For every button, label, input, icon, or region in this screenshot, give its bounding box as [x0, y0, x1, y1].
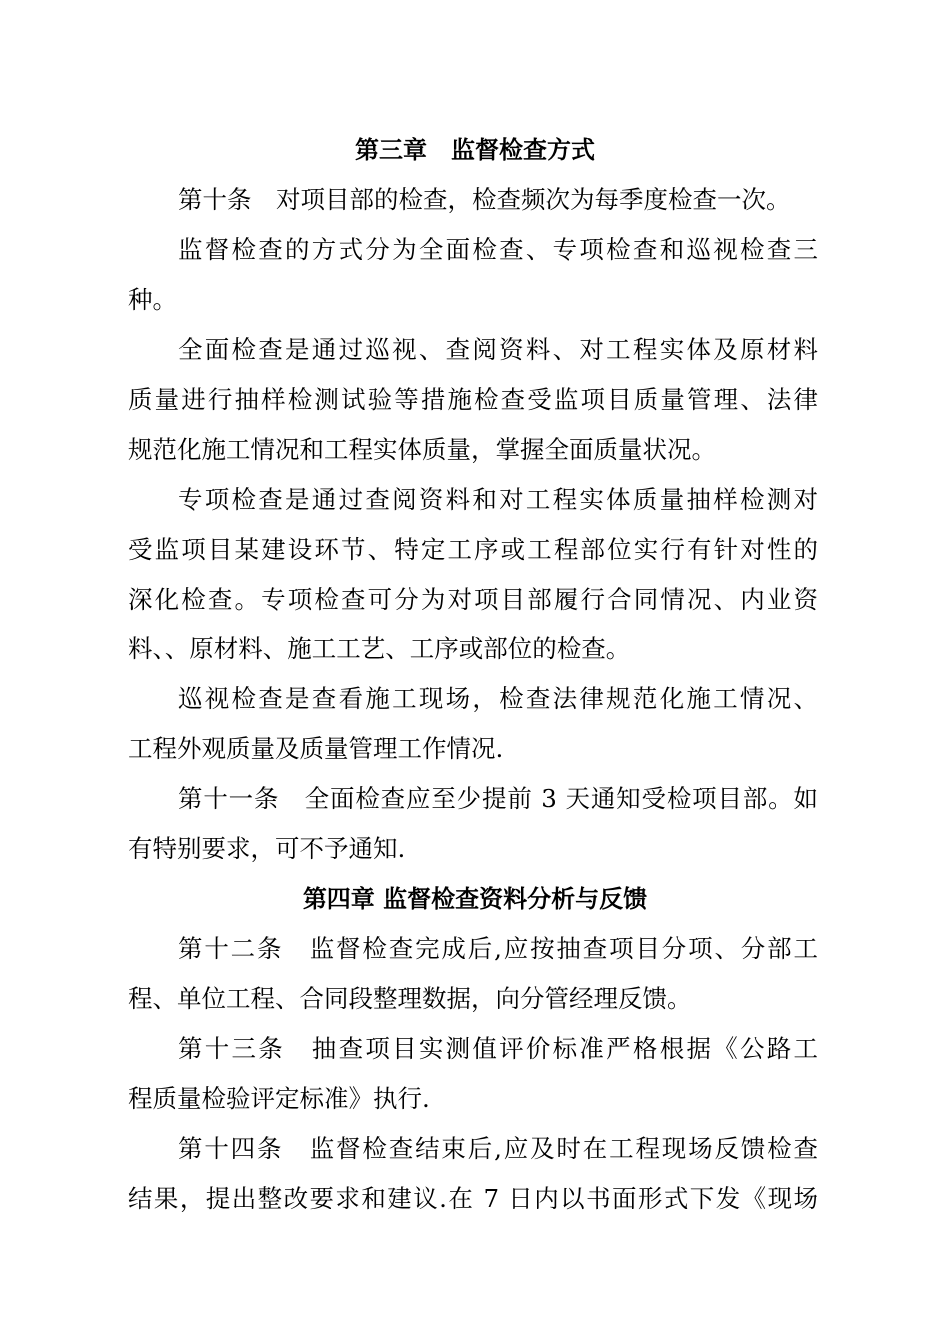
special-inspection-line-3: 深化检查。专项检查可分为对项目部履行合同情况、内业资 [128, 585, 818, 614]
patrol-inspection-line-2: 工程外观质量及质量管理工作情况. [128, 734, 504, 763]
methods-paragraph-line-1: 监督检查的方式分为全面检查、专项检查和巡视检查三 [178, 235, 818, 264]
patrol-inspection-line-1: 巡视检查是查看施工现场，检查法律规范化施工情况、 [178, 684, 818, 713]
chapter-4-heading: 第四章 监督检查资料分析与反馈 [302, 885, 648, 913]
article-11-line-1: 第十一条 全面检查应至少提前 3 天通知受检项目部。如 [178, 784, 818, 813]
special-inspection-line-2: 受监项目某建设环节、特定工序或工程部位实行有针对性的 [128, 535, 818, 564]
full-inspection-line-3: 规范化施工情况和工程实体质量，掌握全面质量状况。 [128, 435, 716, 464]
special-inspection-line-4: 料、、原材料、施工工艺、工序或部位的检查。 [128, 634, 631, 663]
article-13-line-2: 程质量检验评定标准》执行. [128, 1084, 430, 1113]
article-14-line-2: 结果，提出整改要求和建议.在 7 日内以书面形式下发《现场 [128, 1184, 818, 1213]
special-inspection-line-1: 专项检查是通过查阅资料和对工程实体质量抽样检测对 [178, 485, 818, 514]
full-inspection-line-1: 全面检查是通过巡视、查阅资料、对工程实体及原材料 [178, 335, 818, 364]
article-14-line-1: 第十四条 监督检查结束后,应及时在工程现场反馈检查 [178, 1134, 818, 1163]
methods-paragraph-line-2: 种。 [128, 285, 177, 314]
article-11-line-2: 有特别要求，可不予通知. [128, 834, 406, 863]
full-inspection-line-2: 质量进行抽样检测试验等措施检查受监项目质量管理、法律 [128, 385, 818, 414]
chapter-3-heading: 第三章 监督检查方式 [355, 136, 595, 164]
article-12-line-1: 第十二条 监督检查完成后,应按抽查项目分项、分部工 [178, 934, 818, 963]
article-13-line-1: 第十三条 抽查项目实测值评价标准严格根据《公路工 [178, 1034, 818, 1063]
article-10-line-1: 第十条 对项目部的检查，检查频次为每季度检查一次。 [178, 185, 791, 214]
article-12-line-2: 程、单位工程、合同段整理数据，向分管经理反馈。 [128, 984, 692, 1013]
